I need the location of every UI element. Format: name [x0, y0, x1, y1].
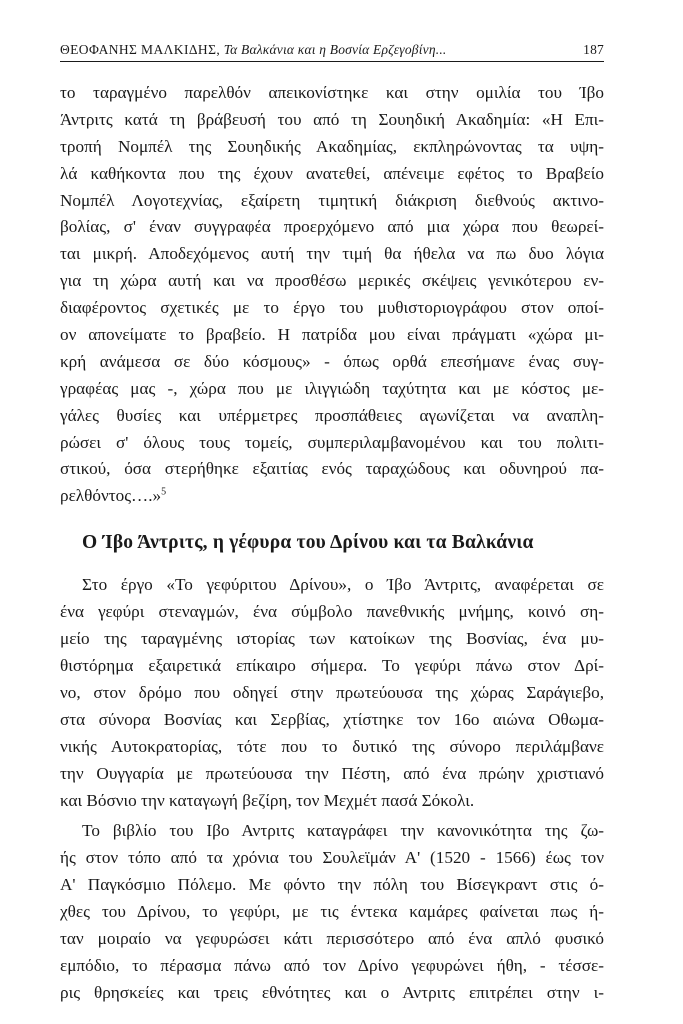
- text-line: στικού, όσα στερήθηκε εξαιτίας ενός ταραχώδους και οδυνηρού πα-: [60, 459, 604, 479]
- page-body: [60, 80, 604, 1007]
- page-number: 187: [583, 42, 604, 57]
- text-fragment: ρελθόντος….»: [60, 486, 162, 506]
- text-line: χθες του Δρίνου, το γεφύρι, με τις έντεκα καμάρες φαίνεται πως ή-: [60, 902, 604, 922]
- header-author-and-title: [60, 42, 446, 58]
- text-line: θιστόρημα εξαιρετικά επίκαιρο σήμερα. Το γεφύρι πάνω στον Δρί-: [60, 656, 604, 676]
- header-author: ΘΕΟΦΑΝΗΣ ΜΑΛΚΙΔΗΣ,: [60, 42, 221, 57]
- text-line-last: και Βόσνιο την καταγωγή βεζίρη, τον Μεχμέτ πασά Σόκολι.: [60, 790, 475, 810]
- text-line: το ταραγμένο παρελθόν απεικονίστηκε και στην ομιλία του Ίβο: [60, 83, 604, 102]
- text-line: Το βιβλίο του Ιβο Αντριτς καταγράφει την κανονικότητα της ζω-: [82, 821, 604, 841]
- text-line: εμπόδιο, το πέρασμα πάνω από τον Δρίνο γεφυρώνει ήθη, - τέσσε-: [60, 955, 604, 975]
- text-line: ένα γεφύρι στεναγμών, ένα σύμβολο πανεθνικής μνήμης, κοινό ση-: [60, 602, 604, 622]
- header-book-title: Τα Βαλκάνια και η Βοσνία Ερζεγοβίνη...: [223, 42, 447, 57]
- text-line: μείο της ταραγμένης ιστορίας των κατοίκων της Βοσνίας, ένα μυ-: [60, 629, 604, 649]
- paragraph-3: [60, 818, 604, 1006]
- text-line: ταν μοιραίο να γεφυρώσει κάτι περισσότερο από ένα απλό φυσικό: [60, 929, 604, 948]
- text-line-last: [60, 483, 604, 510]
- text-line: διαφέροντος σχετικές με το έργο του μυθιστοριογράφου στον οποί-: [60, 298, 604, 318]
- section-heading: Ο Ίβο Άντριτς, η γέφυρα του Δρίνου και τα Βαλκάνια: [82, 532, 534, 554]
- text-line: ρώσει σ' όλους τους τομείς, συμπεριλαμβανομένου και του πολιτι-: [60, 432, 604, 452]
- text-line: λά καθήκοντα που της έχουν ανατεθεί, απένειμε εφέτος το Βραβείο: [60, 163, 604, 183]
- text-line: ται μικρή. Αποδεχόμενος αυτή την τιμή θα ήθελα να πω δυο λόγια: [60, 244, 604, 264]
- paragraph-1: [60, 80, 604, 510]
- text-line: ής στον τόπο από τα χρόνια του Σουλεϊμάν Α' (1520 - 1566) έως τον: [60, 848, 604, 868]
- text-line: ρις θρησκείες και τρεις εθνότητες και ο Αντριτς επιτρέπει στην ι-: [60, 982, 604, 1002]
- text-line: Νομπέλ Λογοτεχνίας, εξαίρετη τιμητική διάκριση διεθνούς ακτινο-: [60, 190, 604, 210]
- text-line: στα σύνορα Βοσνίας και Σερβίας, χτίστηκε τον 16ο αιώνα Οθωμα-: [60, 709, 604, 729]
- text-line: για τη χώρα αυτή και να προσθέσω μερικές σκέψεις γενικότερου εν-: [60, 271, 604, 291]
- text-line: βολίας, σ' έναν συγγραφέα προερχόμενο από μια χώρα που θεωρεί-: [60, 217, 604, 237]
- running-head: [60, 42, 604, 62]
- text-line: Στο έργο «Το γεφύριτου Δρίνου», ο Ίβο Άντριτς, αναφέρεται σε: [82, 575, 604, 595]
- text-line: τροπή Νομπέλ της Σουηδικής Ακαδημίας, εκπληρώνοντας τα υψη-: [60, 136, 604, 156]
- paragraph-2: [60, 572, 604, 814]
- text-line: νικής Αυτοκρατορίας, τότε που το δυτικό της σύνορο περιλάμβανε: [60, 736, 604, 756]
- text-line: κρή ανάμεσα σε δύο κόσμους» - όπως ορθά επεσήμανε ένας συγ-: [60, 351, 604, 371]
- text-line: ον απονείματε το βραβείο. Η πατρίδα μου είναι πράγματι «χώρα μι-: [60, 325, 604, 345]
- text-line: νο, στον δρόμο που οδηγεί στην πρωτεύουσα της χώρας Σαράγιεβο,: [60, 682, 604, 702]
- text-line: την Ουγγαρία με πρωτεύουσα την Πέστη, από ένα πρώην χριστιανό: [60, 763, 604, 783]
- footnote-reference[interactable]: 5: [161, 486, 167, 498]
- text-line: Α' Παγκόσμιο Πόλεμο. Με φόντο την πόλη του Βίσεγκραντ στις ό-: [60, 875, 604, 895]
- text-line: γάλες θυσίες και υπέρμετρες προσπάθειες αγωνίζεται να αναπλη-: [60, 405, 604, 425]
- text-line: Άντριτς κατά τη βράβευσή του από τη Σουηδική Ακαδημία: «Η Επι-: [60, 109, 604, 129]
- text-line: γραφέας μας -, χώρα που με ιλιγγιώδη ταχύτητα και με κόστος με-: [60, 378, 604, 398]
